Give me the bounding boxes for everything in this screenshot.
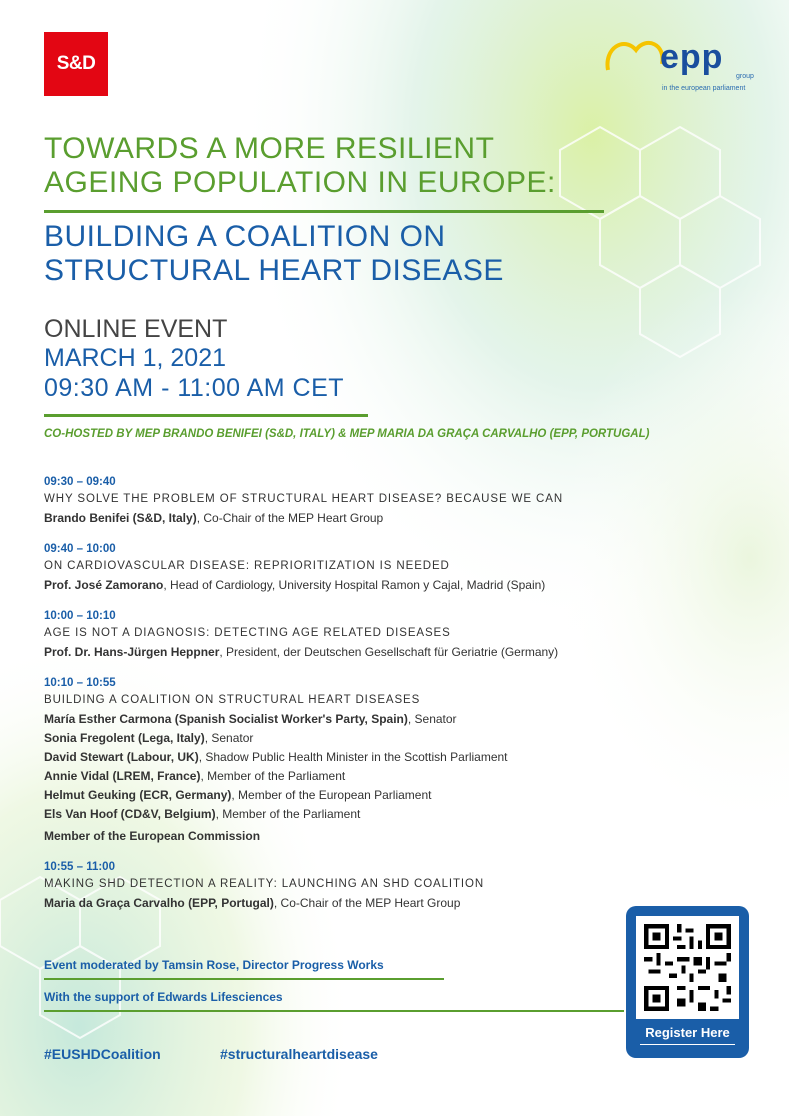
slot-title: AGE IS NOT A DIAGNOSIS: DETECTING AGE RELATED DISEASES <box>44 627 451 639</box>
speaker-role: , Member of the European Parliament <box>231 788 432 802</box>
date-divider <box>44 414 368 417</box>
event-time: 09:30 AM - 11:00 AM CET <box>44 374 345 402</box>
speaker-name: Maria da Graça Carvalho (EPP, Portugal) <box>44 896 274 910</box>
moderator-divider <box>44 978 444 980</box>
main-title-line-1: TOWARDS A MORE RESILIENT <box>44 132 495 165</box>
agenda-slot <box>44 860 644 913</box>
subtitle-line-2: STRUCTURAL HEART DISEASE <box>44 254 504 287</box>
speaker-role: , Head of Cardiology, University Hospital Ramon y Cajal, Madrid (Spain) <box>163 578 546 592</box>
register-qr-card[interactable] <box>626 906 749 1058</box>
speaker-name: Prof. Dr. Hans-Jürgen Heppner <box>44 645 220 659</box>
speaker <box>44 710 644 729</box>
speaker-role: , Co-Chair of the MEP Heart Group <box>273 896 461 910</box>
support-note: With the support of Edwards Lifesciences <box>44 990 283 1004</box>
speaker-role: , Co-Chair of the MEP Heart Group <box>196 511 384 525</box>
main-title-line-2: AGEING POPULATION IN EUROPE: <box>44 166 556 199</box>
hashtag-coalition[interactable]: #EUSHDCoalition <box>44 1046 161 1062</box>
speaker <box>44 767 644 786</box>
agenda <box>44 475 644 927</box>
speaker-name: David Stewart (Labour, UK) <box>44 750 199 764</box>
subtitle <box>44 220 624 288</box>
slot-title: WHY SOLVE THE PROBLEM OF STRUCTURAL HEART DISEASE? BECAUSE WE CAN <box>44 493 564 505</box>
agenda-slot <box>44 609 644 662</box>
agenda-slot <box>44 542 644 595</box>
speaker-name: Els Van Hoof (CD&V, Belgium) <box>44 807 216 821</box>
epp-subtitle: in the european parliament <box>662 85 746 92</box>
slot-time: 10:55 – 11:00 <box>44 861 115 873</box>
event-date: MARCH 1, 2021 <box>44 344 227 372</box>
epp-logo <box>602 30 762 100</box>
slot-time: 10:00 – 10:10 <box>44 610 116 622</box>
speaker-role: , Senator <box>407 712 457 726</box>
speaker-role: , Member of the Parliament <box>215 807 361 821</box>
cohosted-by: CO-HOSTED BY MEP BRANDO BENIFEI (S&D, ITALY) & MEP MARIA DA GRAÇA CARVALHO (EPP, PORTUGAL) <box>44 428 650 440</box>
speaker <box>44 894 644 913</box>
subtitle-line-1: BUILDING A COALITION ON <box>44 220 446 253</box>
slot-title: BUILDING A COALITION ON STRUCTURAL HEART DISEASES <box>44 694 421 706</box>
title-divider <box>44 210 604 213</box>
agenda-slot <box>44 475 644 528</box>
moderator-note: Event moderated by Tamsin Rose, Director Progress Works <box>44 958 384 972</box>
speaker-role: , President, der Deutschen Gesellschaft für Geriatrie (Germany) <box>219 645 559 659</box>
speaker <box>44 805 644 824</box>
speaker <box>44 576 644 595</box>
speaker-role: , Member of the Parliament <box>200 769 346 783</box>
qr-code-icon <box>636 916 739 1019</box>
main-title <box>44 132 624 200</box>
speaker-name: Prof. José Zamorano <box>44 578 164 592</box>
support-divider <box>44 1010 624 1012</box>
slot-title: MAKING SHD DETECTION A REALITY: LAUNCHING AN SHD COALITION <box>44 878 485 890</box>
slot-time: 10:10 – 10:55 <box>44 677 116 689</box>
slot-time: 09:30 – 09:40 <box>44 476 116 488</box>
register-here-label[interactable]: Register Here <box>645 1025 730 1040</box>
speaker <box>44 748 644 767</box>
speaker-role: , Shadow Public Health Minister in the Scottish Parliament <box>198 750 508 764</box>
epp-wordmark: epp <box>660 38 724 76</box>
qr-code[interactable] <box>636 916 739 1019</box>
speaker <box>44 786 644 805</box>
speaker-name: Brando Benifei (S&D, Italy) <box>44 511 197 525</box>
speaker-name: Member of the European Commission <box>44 829 261 843</box>
speaker-name: Sonia Fregolent (Lega, Italy) <box>44 731 205 745</box>
speaker-name: María Esther Carmona (Spanish Socialist Worker's Party, Spain) <box>44 712 408 726</box>
hashtag-structural-heart-disease[interactable]: #structuralheartdisease <box>220 1046 378 1062</box>
slot-title: ON CARDIOVASCULAR DISEASE: REPRIORITIZATION IS NEEDED <box>44 560 450 572</box>
event-type: ONLINE EVENT <box>44 315 228 343</box>
speaker-name: Annie Vidal (LREM, France) <box>44 769 201 783</box>
speaker <box>44 729 644 748</box>
speaker <box>44 827 644 846</box>
speaker-role: , Senator <box>204 731 254 745</box>
speaker-name: Helmut Geuking (ECR, Germany) <box>44 788 232 802</box>
sd-logo: S&D <box>44 32 108 96</box>
register-underline <box>640 1044 735 1045</box>
speaker <box>44 643 644 662</box>
speaker <box>44 509 644 528</box>
agenda-slot <box>44 676 644 846</box>
epp-group-label: group <box>736 73 754 80</box>
slot-time: 09:40 – 10:00 <box>44 543 116 555</box>
